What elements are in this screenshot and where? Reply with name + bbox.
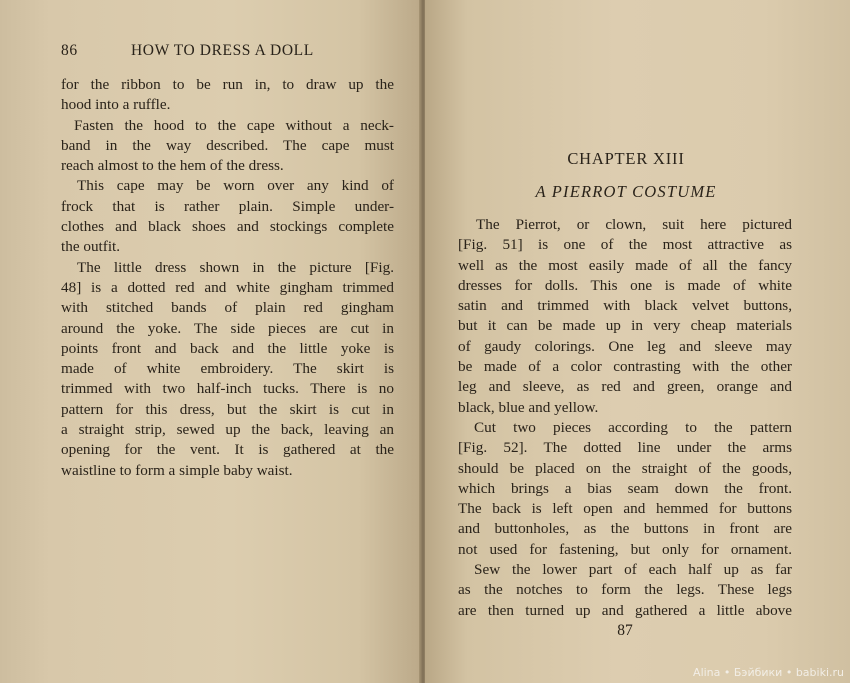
text-line: are then turned up and gathered a little above xyxy=(458,601,792,619)
text-line: points front and back and the little yoke is xyxy=(61,339,394,357)
text-line: opening for the vent. It is gathered at the xyxy=(61,441,394,459)
text-line: hood into a ruffle. xyxy=(61,96,171,114)
text-line: of gaudy colorings. One leg and sleeve may xyxy=(458,337,792,355)
text-line: waistline to form a simple baby waist. xyxy=(61,461,293,479)
text-line: reach almost to the hem of the dress. xyxy=(61,157,284,175)
text-line: which brings a bias seam down the front. xyxy=(458,479,792,497)
chapter-title: A PIERROT COSTUME xyxy=(535,182,717,201)
left-page-body xyxy=(61,75,394,481)
text-line: with stitched bands of plain red gingham xyxy=(61,299,394,317)
text-line: should be placed on the straight of the goods, xyxy=(458,459,792,477)
text-line: The little dress shown in the picture [Fig. xyxy=(77,258,394,276)
text-line: black, blue and yellow. xyxy=(458,398,599,416)
text-line: the outfit. xyxy=(61,238,121,256)
left-page xyxy=(0,0,421,683)
text-line: 48] is a dotted red and white gingham trimmed xyxy=(61,278,394,296)
text-line: made of white embroidery. The skirt is xyxy=(61,360,394,378)
text-line: for the ribbon to be run in, to draw up the xyxy=(61,76,394,93)
text-line: The back is left open and hemmed for buttons xyxy=(458,500,792,518)
text-line: leg and sleeve, as red and green, orange and xyxy=(458,378,792,396)
right-page-body xyxy=(458,215,792,621)
text-line: [Fig. 51] is one of the most attractive as xyxy=(458,236,792,254)
text-line: Sew the lower part of each half up as far xyxy=(474,561,792,579)
text-line: but it can be made up in very cheap materials xyxy=(458,317,792,335)
watermark: Alina • Бэйбики • babiki.ru xyxy=(693,666,844,679)
text-line: Cut two pieces according to the pattern xyxy=(474,418,792,436)
running-head: HOW TO DRESS A DOLL xyxy=(131,42,314,59)
text-line: [Fig. 52]. The dotted line under the arms xyxy=(458,439,792,457)
text-line: well as the most easily made of all the fancy xyxy=(458,256,792,274)
text-line: frock that is rather plain. Simple under- xyxy=(61,197,394,215)
text-line: not used for fastening, but only for ornament. xyxy=(458,540,792,558)
text-line: and buttonholes, as the buttons in front are xyxy=(458,520,792,538)
text-line: satin and trimmed with black velvet buttons, xyxy=(458,297,792,315)
text-line: be made of a color contrasting with the other xyxy=(458,358,792,376)
text-line: band in the way described. The cape must xyxy=(61,136,394,154)
text-line: a straight strip, sewed up the back, leaving an xyxy=(61,421,394,439)
left-page-number: 86 xyxy=(61,42,78,59)
text-line: The Pierrot, or clown, suit here pictured xyxy=(476,216,792,233)
text-line: trimmed with two half-inch tucks. There is no xyxy=(61,380,394,398)
chapter-heading: CHAPTER XIII xyxy=(567,149,685,168)
text-line: as the notches to form the legs. These legs xyxy=(458,581,792,599)
text-line: dresses for dolls. This one is made of white xyxy=(458,276,792,294)
text-line: around the yoke. The side pieces are cut in xyxy=(61,319,394,337)
text-line: This cape may be worn over any kind of xyxy=(77,177,394,195)
text-line: Fasten the hood to the cape without a neck- xyxy=(74,116,394,134)
right-page-number: 87 xyxy=(617,622,633,639)
text-line: pattern for this dress, but the skirt is cut in xyxy=(61,400,394,418)
text-line: clothes and black shoes and stockings complete xyxy=(61,218,394,236)
